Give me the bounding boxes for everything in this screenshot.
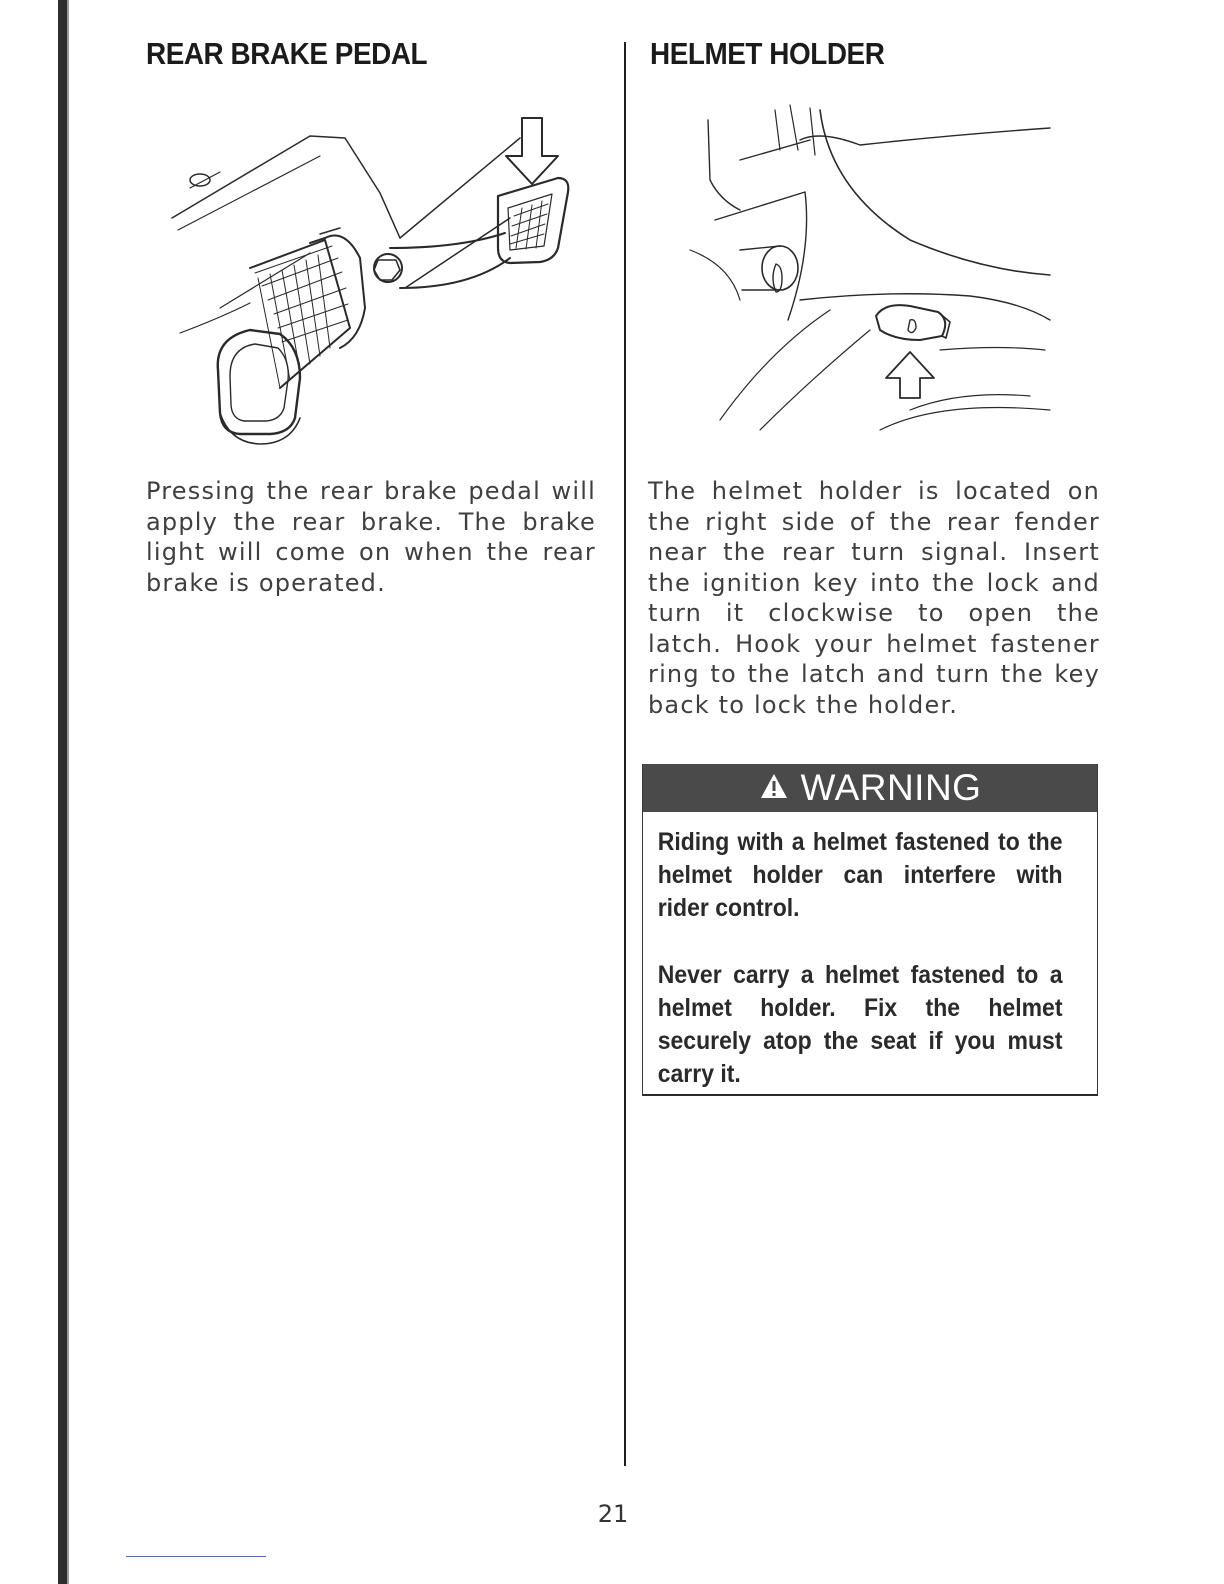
warning-paragraph-2: Never carry a helmet fastened to a helmet holder. Fix the helmet securely atop the seat if you must carry it.	[657, 961, 1063, 1088]
page-binding-shadow	[67, 0, 69, 1584]
column-divider	[624, 42, 626, 1466]
warning-title: WARNING	[800, 767, 982, 808]
warning-paragraph-1: Riding with a helmet fastened to the helmet holder can interfere with rider control.	[657, 828, 1063, 922]
rear-brake-pedal-illustration	[160, 108, 610, 458]
helmet-holder-heading: HELMET HOLDER	[650, 36, 885, 71]
warning-box	[642, 764, 1098, 1096]
warning-triangle-icon	[759, 772, 789, 804]
helmet-holder-illustration	[680, 100, 1080, 445]
helmet-holder-description: The helmet holder is located on the right side of the rear fender near the rear turn signal. Insert the ignition key into the lock and turn it clockwise to open the latch. Hook your helmet fastener ring to the latch and turn the key back to lock the holder.	[648, 477, 1100, 719]
footer-rule	[126, 1556, 266, 1557]
page-number: 21	[597, 1500, 629, 1528]
rear-brake-pedal-description: Pressing the rear brake pedal will apply the rear brake. The brake light will come on when the rear brake is operated.	[146, 477, 596, 597]
page-binding-edge	[58, 0, 67, 1584]
rear-brake-pedal-heading: REAR BRAKE PEDAL	[146, 36, 428, 71]
warning-header	[643, 764, 1097, 812]
